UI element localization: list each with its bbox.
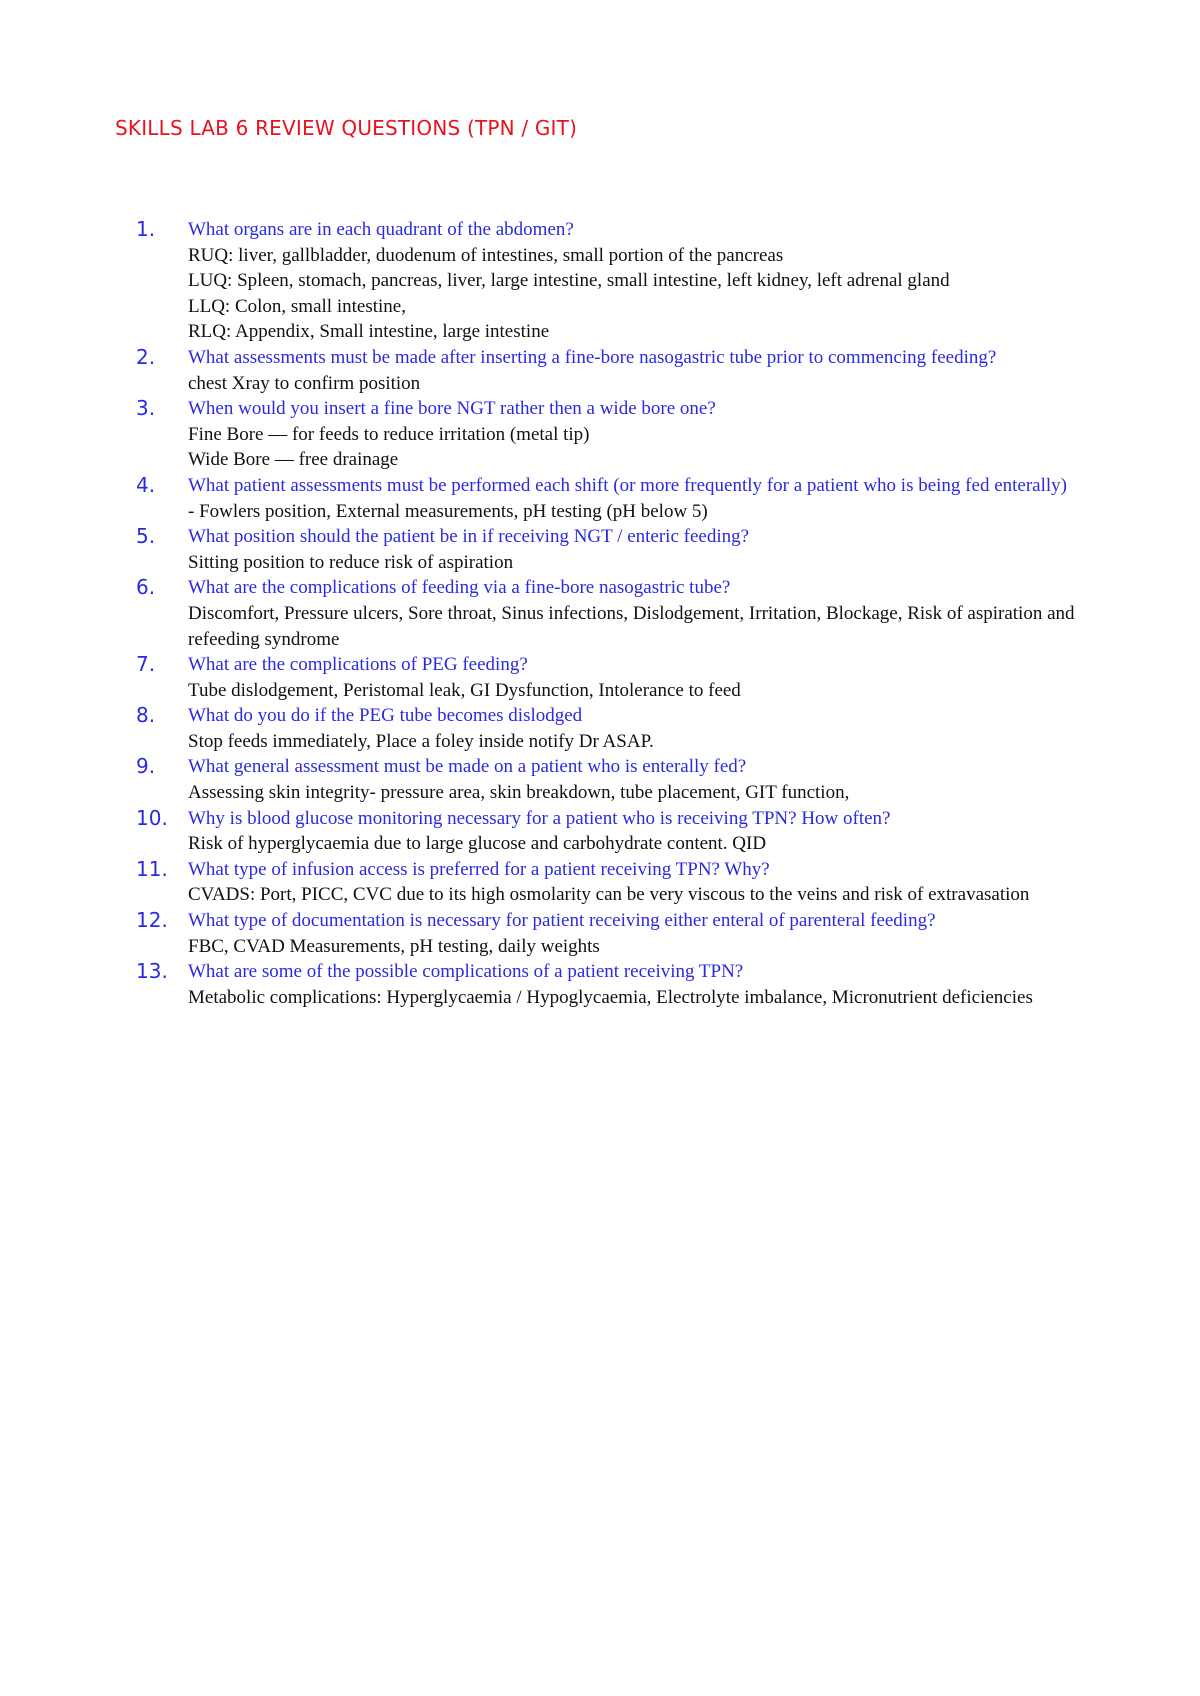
answer-line: Wide Bore — free drainage: [188, 449, 399, 471]
answer-line: LUQ: Spleen, stomach, pancreas, liver, large intestine, small intestine, left kidney, left adrenal gland: [188, 270, 950, 292]
question-number: 8.: [136, 703, 156, 728]
qa-item: [0, 575, 1200, 652]
answer-line: - Fowlers position, External measurements, pH testing (pH below 5): [188, 500, 708, 522]
question-text: What are some of the possible complications of a patient receiving TPN?: [188, 961, 744, 983]
answer-line: Stop feeds immediately, Place a foley inside notify Dr ASAP.: [188, 730, 654, 752]
question-number: 4.: [136, 472, 156, 497]
question-text: What are the complications of feeding via a fine-bore nasogastric tube?: [188, 577, 731, 599]
answer-line: FBC, CVAD Measurements, pH testing, daily weights: [188, 935, 600, 957]
question-text: What position should the patient be in if receiving NGT / enteric feeding?: [188, 526, 750, 548]
qa-item: [0, 345, 1200, 396]
qa-item: [0, 857, 1200, 908]
question-number: 12.: [136, 908, 168, 933]
qa-item: [0, 806, 1200, 857]
answer-line: Tube dislodgement, Peristomal leak, GI Dysfunction, Intolerance to feed: [188, 679, 741, 701]
question-number: 6.: [136, 575, 156, 600]
answer-line: RUQ: liver, gallbladder, duodenum of intestines, small portion of the pancreas: [188, 244, 784, 266]
question-number: 2.: [136, 344, 156, 369]
qa-item: [0, 217, 1200, 345]
question-number: 9.: [136, 754, 156, 779]
question-number: 13.: [136, 959, 168, 984]
question-list: [0, 217, 1200, 1010]
qa-item: [0, 908, 1200, 959]
question-text: What do you do if the PEG tube becomes dislodged: [188, 705, 583, 727]
qa-item: [0, 959, 1200, 1010]
question-text: What type of documentation is necessary for patient receiving either enteral of parenteral feeding?: [188, 910, 936, 932]
question-number: 1.: [136, 217, 156, 241]
answer-line: CVADS: Port, PICC, CVC due to its high osmolarity can be very viscous to the veins and risk of extravasation: [188, 884, 1030, 906]
question-text: When would you insert a fine bore NGT rather then a wide bore one?: [188, 398, 716, 420]
question-number: 7.: [136, 652, 156, 677]
document-title: SKILLS LAB 6 REVIEW QUESTIONS (TPN / GIT): [115, 116, 578, 140]
qa-item: [0, 652, 1200, 703]
qa-item: [0, 754, 1200, 805]
answer-line: LLQ: Colon, small intestine,: [188, 295, 406, 317]
question-number: 10.: [136, 805, 168, 830]
question-number: 5.: [136, 524, 156, 549]
question-text: What patient assessments must be performed each shift (or more frequently for a patient who is being fed enterally): [188, 474, 1067, 496]
answer-line: Risk of hyperglycaemia due to large glucose and carbohydrate content. QID: [188, 833, 767, 855]
question-text: What are the complications of PEG feeding?: [188, 654, 528, 676]
qa-item: [0, 703, 1200, 754]
qa-item: [0, 396, 1200, 473]
answer-line: Assessing skin integrity- pressure area, skin breakdown, tube placement, GIT function,: [188, 782, 850, 804]
question-text: What assessments must be made after inserting a fine-bore nasogastric tube prior to commencing feeding?: [188, 346, 997, 368]
answer-line: RLQ: Appendix, Small intestine, large intestine: [188, 321, 550, 343]
question-text: What organs are in each quadrant of the abdomen?: [188, 219, 574, 240]
qa-item: [0, 473, 1200, 524]
question-text: What general assessment must be made on a patient who is enterally fed?: [188, 756, 747, 778]
qa-item: [0, 524, 1200, 575]
answer-line: Fine Bore — for feeds to reduce irritation (metal tip): [188, 423, 590, 445]
answer-line: Discomfort, Pressure ulcers, Sore throat, Sinus infections, Dislodgement, Irritation, Blockage, Risk of aspiration and refeeding syndrome: [188, 602, 1075, 650]
question-text: Why is blood glucose monitoring necessary for a patient who is receiving TPN? How often?: [188, 807, 891, 829]
answer-line: chest Xray to confirm position: [188, 372, 421, 394]
answer-line: Metabolic complications: Hyperglycaemia / Hypoglycaemia, Electrolyte imbalance, Micronutrient deficiencies: [188, 986, 1033, 1008]
question-text: What type of infusion access is preferred for a patient receiving TPN? Why?: [188, 858, 770, 880]
question-number: 3.: [136, 396, 156, 421]
answer-line: Sitting position to reduce risk of aspiration: [188, 551, 514, 573]
question-number: 11.: [136, 856, 168, 881]
